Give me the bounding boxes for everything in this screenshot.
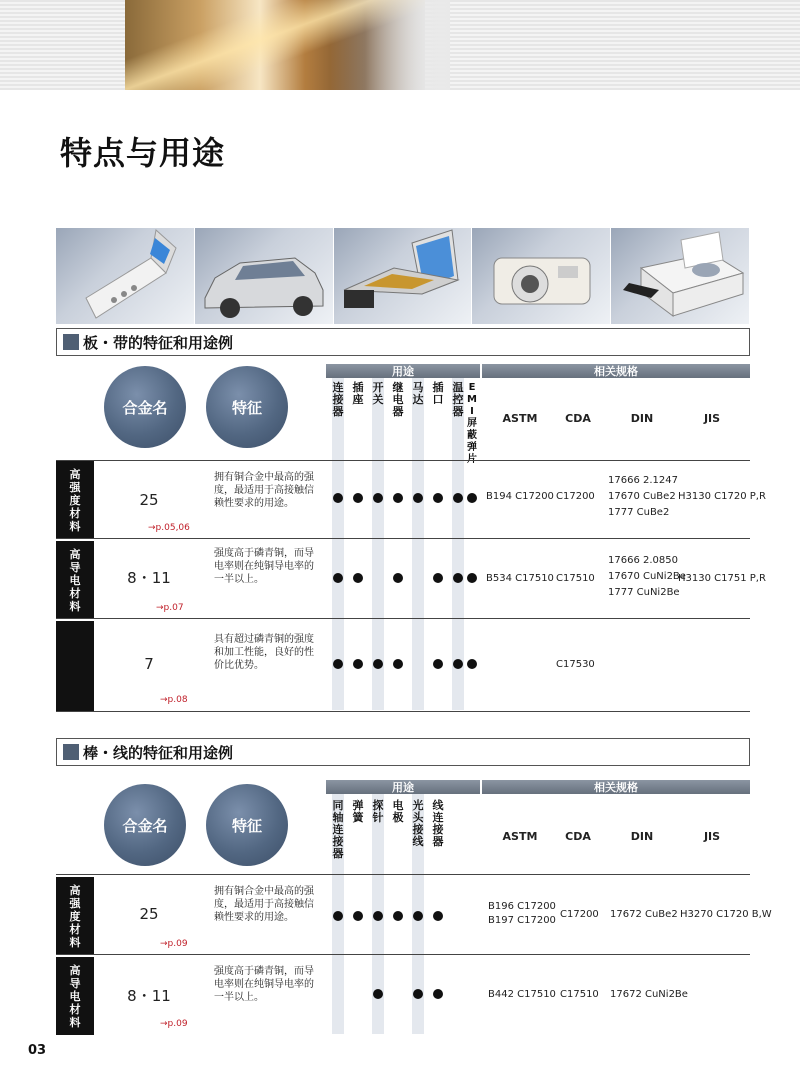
usage-dot bbox=[373, 989, 383, 999]
usage-dot bbox=[413, 493, 423, 503]
din-value: 17672 CuBe2 bbox=[610, 909, 678, 920]
plate-table bbox=[56, 364, 766, 714]
section-marker bbox=[63, 744, 79, 760]
usage-header: 用途 bbox=[326, 780, 480, 794]
usage-dot bbox=[433, 659, 443, 669]
usage-label: 弹簧 bbox=[352, 799, 364, 824]
feature-text: 具有超过磷青铜的强度和加工性能，良好的性价比优势。 bbox=[214, 634, 314, 671]
usage-dot bbox=[353, 573, 363, 583]
din-value: 1777 CuNi2Be bbox=[608, 587, 680, 598]
astm-value: B194 C17200 bbox=[486, 491, 554, 502]
laptop-image bbox=[334, 228, 472, 324]
usage-dot bbox=[393, 573, 403, 583]
category-label: 高强度材料 bbox=[56, 461, 94, 539]
usage-label: 插座 bbox=[352, 381, 364, 406]
rod-table bbox=[56, 780, 772, 1040]
din-value: 17670 CuBe2 bbox=[608, 491, 676, 502]
table-row bbox=[56, 460, 766, 538]
top-banner bbox=[0, 0, 800, 90]
feature-text: 拥有铜合金中最高的强度，最适用于高接触信赖性要求的用途。 bbox=[214, 472, 314, 509]
usage-label: 线连接器 bbox=[432, 799, 444, 848]
usage-dot bbox=[433, 573, 443, 583]
usage-dot bbox=[453, 493, 463, 503]
usage-dot bbox=[333, 573, 343, 583]
page-ref-link[interactable]: →p.08 bbox=[160, 695, 188, 705]
usage-dot bbox=[433, 493, 443, 503]
alloy-name-header: 合金名 bbox=[104, 784, 186, 866]
usage-dot bbox=[333, 911, 343, 921]
usage-header: 用途 bbox=[326, 364, 480, 378]
din-value: 1777 CuBe2 bbox=[608, 507, 670, 518]
usage-dot bbox=[353, 911, 363, 921]
usage-label: 探针 bbox=[372, 799, 384, 824]
feature-text: 拥有铜合金中最高的强度，最适用于高接触信赖性要求的用途。 bbox=[214, 886, 314, 923]
usage-dot bbox=[467, 493, 477, 503]
din-value: 17666 2.1247 bbox=[608, 475, 678, 486]
spec-col-astm: ASTM bbox=[502, 412, 538, 425]
usage-label: 马达 bbox=[412, 381, 424, 406]
spec-col-din: DIN bbox=[630, 830, 654, 843]
usage-dot bbox=[373, 659, 383, 669]
phone-image bbox=[56, 228, 194, 324]
usage-dot bbox=[373, 911, 383, 921]
usage-dot bbox=[433, 911, 443, 921]
din-value: 17666 2.0850 bbox=[608, 555, 678, 566]
feature-header: 特征 bbox=[206, 366, 288, 448]
feature-header: 特征 bbox=[206, 784, 288, 866]
usage-label: EMI屏蔽弹片 bbox=[467, 382, 477, 465]
usage-dot bbox=[393, 493, 403, 503]
spec-col-astm: ASTM bbox=[502, 830, 538, 843]
jis-value: H3130 C1720 P,R bbox=[678, 491, 766, 502]
page-ref-link[interactable]: →p.07 bbox=[156, 603, 184, 613]
usage-dot bbox=[333, 659, 343, 669]
usage-label: 继电器 bbox=[392, 381, 404, 418]
usage-dot bbox=[467, 659, 477, 669]
page-title: 特点与用途 bbox=[60, 134, 226, 172]
usage-label: 电极 bbox=[392, 799, 404, 824]
usage-dot bbox=[373, 493, 383, 503]
spec-col-jis: JIS bbox=[703, 830, 721, 843]
alloy-name: 8・11 bbox=[127, 569, 171, 587]
usage-label: 插口 bbox=[432, 381, 444, 406]
table-row bbox=[56, 874, 772, 954]
table-row bbox=[56, 538, 766, 618]
din-value: 17672 CuNi2Be bbox=[610, 989, 688, 1000]
alloy-name: 25 bbox=[139, 491, 159, 509]
spec-col-din: DIN bbox=[630, 412, 654, 425]
page-ref-link[interactable]: →p.05,06 bbox=[148, 523, 190, 533]
feature-text: 强度高于磷青铜，而导电率则在纯铜导电率的一半以上。 bbox=[214, 548, 314, 585]
usage-dot bbox=[353, 659, 363, 669]
category-label: 高导电材料 bbox=[56, 957, 94, 1035]
usage-label: 同轴连接器 bbox=[332, 799, 344, 860]
usage-label: 开关 bbox=[372, 381, 384, 406]
feature-text: 强度高于磷青铜，而导电率则在纯铜导电率的一半以上。 bbox=[214, 966, 314, 1003]
table-row bbox=[56, 954, 750, 1034]
cda-value: C17510 bbox=[560, 989, 599, 1000]
usage-label: 光头接线 bbox=[412, 799, 424, 848]
page-ref-link[interactable]: →p.09 bbox=[160, 1019, 188, 1029]
usage-dot bbox=[393, 659, 403, 669]
page-number: 03 bbox=[28, 1043, 47, 1058]
category-label bbox=[56, 621, 94, 711]
section-marker bbox=[63, 334, 79, 350]
alloy-name: 25 bbox=[139, 905, 159, 923]
car-image bbox=[195, 228, 333, 324]
usage-dot bbox=[433, 989, 443, 999]
jis-value: H3130 C1751 P,R bbox=[678, 573, 766, 584]
usage-dot bbox=[413, 911, 423, 921]
rod-section-header: 棒・线的特征和用途例 bbox=[56, 738, 750, 766]
alloy-name: 8・11 bbox=[127, 987, 171, 1005]
usage-label: 温控器 bbox=[452, 381, 464, 418]
alloy-name-header: 合金名 bbox=[104, 366, 186, 448]
camera-image bbox=[472, 228, 610, 324]
usage-dot bbox=[413, 989, 423, 999]
usage-dot bbox=[453, 659, 463, 669]
astm-value: B197 C17200 bbox=[488, 915, 556, 926]
cda-value: C17200 bbox=[560, 909, 599, 920]
category-label: 高强度材料 bbox=[56, 877, 94, 955]
din-value: 17670 CuNi2Be bbox=[608, 571, 686, 582]
spec-header: 相关规格 bbox=[482, 780, 750, 794]
page-ref-link[interactable]: →p.09 bbox=[160, 939, 188, 949]
product-images bbox=[56, 228, 750, 324]
cda-value: C17530 bbox=[556, 659, 595, 670]
jis-value: H3270 C1720 B,W bbox=[680, 909, 772, 920]
astm-value: B534 C17510 bbox=[486, 573, 554, 584]
table-row bbox=[56, 618, 750, 710]
usage-dot bbox=[467, 573, 477, 583]
spec-col-cda: CDA bbox=[565, 412, 591, 425]
usage-dot bbox=[453, 573, 463, 583]
usage-dot bbox=[393, 911, 403, 921]
spec-col-jis: JIS bbox=[703, 412, 721, 425]
alloy-name: 7 bbox=[144, 655, 154, 673]
printer-image bbox=[611, 228, 749, 324]
astm-value: B442 C17510 bbox=[488, 989, 556, 1000]
astm-value: B196 C17200 bbox=[488, 901, 556, 912]
plate-section-header: 板・带的特征和用途例 bbox=[56, 328, 750, 356]
usage-dot bbox=[353, 493, 363, 503]
usage-label: 连接器 bbox=[332, 381, 344, 418]
category-label: 高导电材料 bbox=[56, 541, 94, 619]
spec-header: 相关规格 bbox=[482, 364, 750, 378]
cda-value: C17510 bbox=[556, 573, 595, 584]
spec-col-cda: CDA bbox=[565, 830, 591, 843]
cda-value: C17200 bbox=[556, 491, 595, 502]
usage-dot bbox=[333, 493, 343, 503]
